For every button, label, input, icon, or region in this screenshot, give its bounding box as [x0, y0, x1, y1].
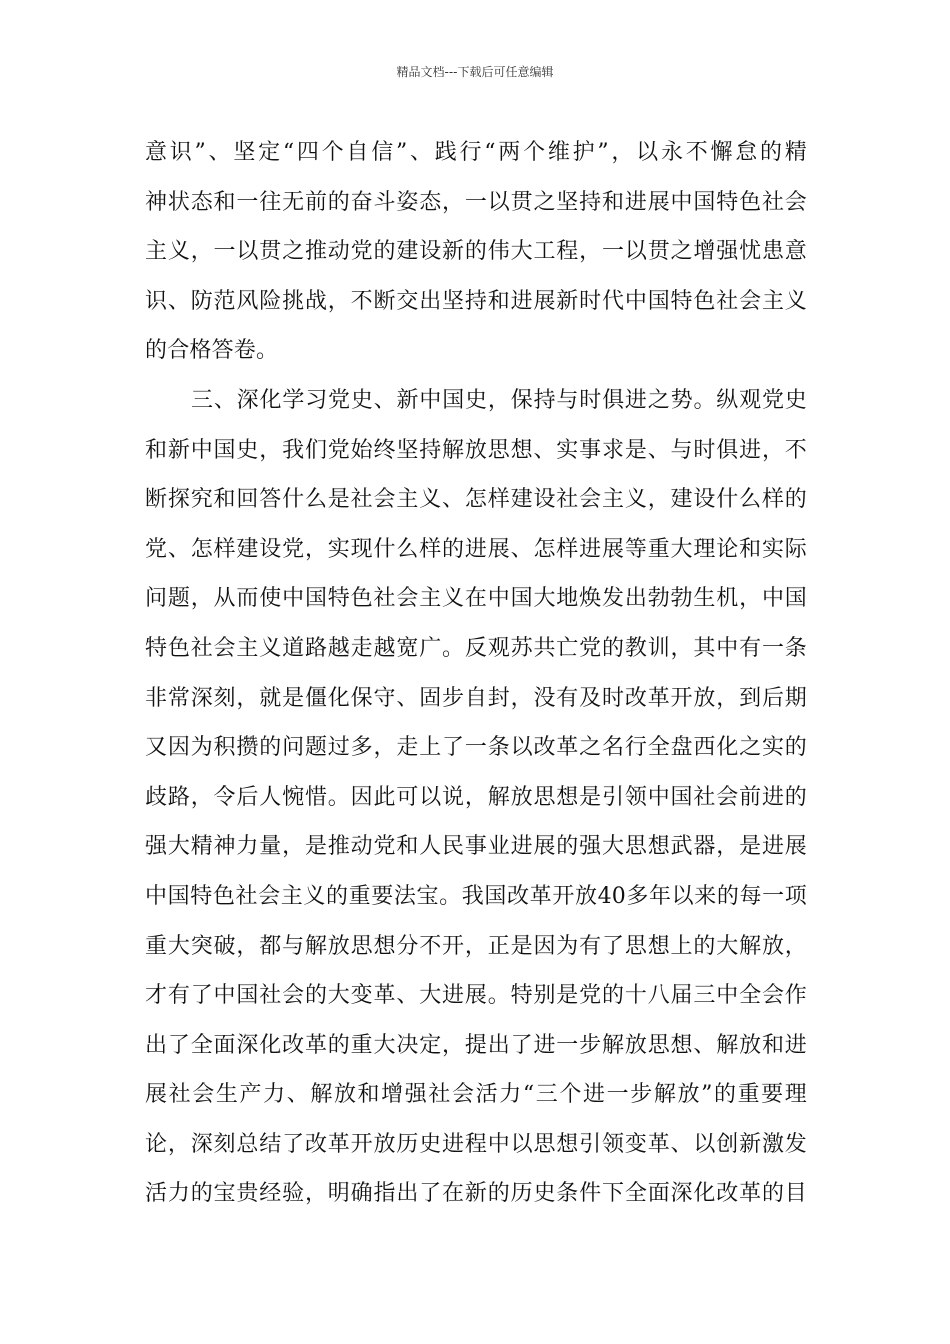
- text-line: 意识”、坚定“四个自信”、践行“两个维护”，以永不懈怠的精: [145, 140, 807, 165]
- text-line: 特色社会主义道路越走越宽广。反观苏共亡党的教训，其中有一条: [145, 635, 807, 661]
- text-line: 重大突破，都与解放思想分不开，正是因为有了思想上的大解放，: [145, 933, 807, 959]
- text-line: 的合格答卷。: [145, 338, 279, 364]
- text-line: 非常深刻，就是僵化保守、固步自封，没有及时改革开放，到后期: [145, 685, 807, 711]
- text-line: 问题，从而使中国特色社会主义在中国大地焕发出勃勃生机，中国: [145, 586, 807, 612]
- text-line: 中国特色社会主义的重要法宝。我国改革开放40多年以来的每一项: [145, 883, 807, 909]
- text-line: 活力的宝贵经验，明确指出了在新的历史条件下全面深化改革的目: [145, 1181, 807, 1207]
- text-line: 强大精神力量，是推动党和人民事业进展的强大思想武器，是进展: [145, 834, 807, 860]
- text-line: 论，深刻总结了改革开放历史进程中以思想引领变革、以创新激发: [145, 1131, 807, 1157]
- text-line: 出了全面深化改革的重大决定，提出了进一步解放思想、解放和进: [145, 1032, 807, 1058]
- paragraph-start-line: 三、深化学习党史、新中国史，保持与时俱进之势。纵观党史: [191, 387, 807, 413]
- text-line: 展社会生产力、解放和增强社会活力“三个进一步解放”的重要理: [145, 1082, 807, 1108]
- text-line: 断探究和回答什么是社会主义、怎样建设社会主义，建设什么样的: [145, 487, 807, 513]
- page-header: 精品文档---下载后可任意编辑: [396, 65, 554, 79]
- text-line: 歧路，令后人惋惜。因此可以说，解放思想是引领中国社会前进的: [145, 784, 807, 810]
- text-line: 党、怎样建设党，实现什么样的进展、怎样进展等重大理论和实际: [145, 536, 807, 562]
- text-line: 又因为积攒的问题过多，走上了一条以改革之名行全盘西化之实的: [145, 735, 807, 761]
- text-line: 和新中国史，我们党始终坚持解放思想、实事求是、与时俱进，不: [145, 437, 807, 463]
- text-line: 神状态和一往无前的奋斗姿态，一以贯之坚持和进展中国特色社会: [145, 189, 807, 215]
- text-line: 才有了中国社会的大变革、大进展。特别是党的十八届三中全会作: [145, 983, 807, 1009]
- text-line: 识、防范风险挑战，不断交出坚持和进展新时代中国特色社会主义: [145, 288, 807, 314]
- text-line: 主义，一以贯之推动党的建设新的伟大工程，一以贯之增强忧患意: [145, 239, 807, 265]
- document-body: [145, 128, 807, 1219]
